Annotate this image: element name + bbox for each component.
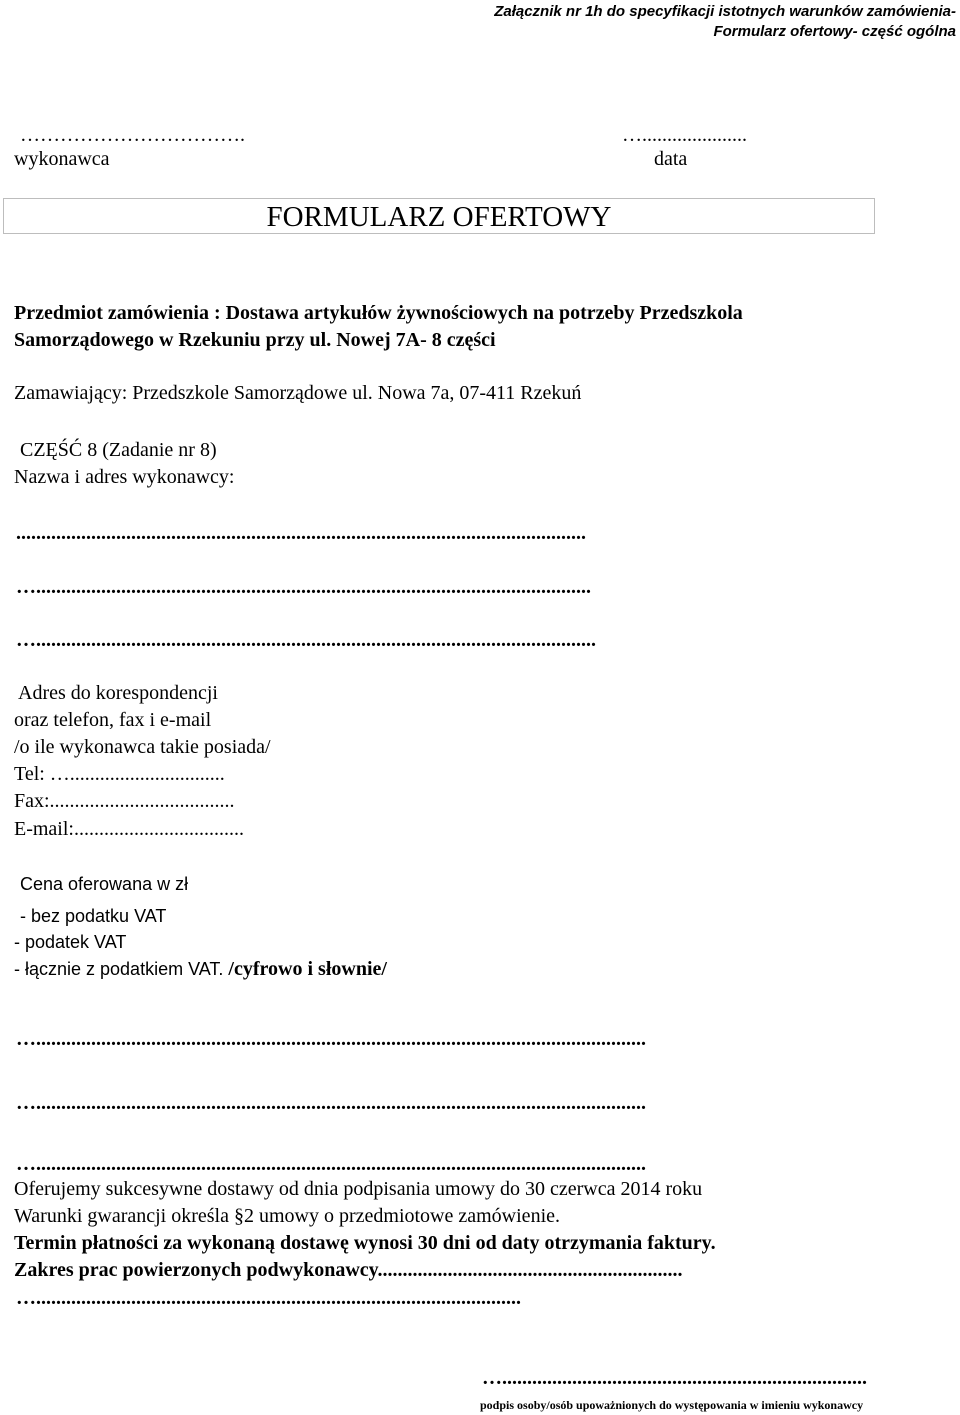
email-field: E-mail:.................................. <box>14 818 244 840</box>
price-dot-line-1: ….......................................................................................................................... <box>16 1028 646 1050</box>
correspondence-line3: /o ile wykonawca takie posiada/ <box>14 736 271 758</box>
signature-label: podpis osoby/osób upoważnionych do występowania w imieniu wykonawcy <box>480 1398 864 1412</box>
price-gross-suffix: /cyfrowo i słownie/ <box>223 958 387 980</box>
payment-terms: Termin płatności za wykonaną dostawę wynosi 30 dni od daty otrzymania faktury. <box>14 1232 716 1254</box>
signature-dots: …......................................................................... <box>482 1367 867 1389</box>
price-dot-line-2: ….......................................................................................................................... <box>16 1092 646 1114</box>
fax-field: Fax:..................................... <box>14 790 235 812</box>
price-net: - bez podatku VAT <box>20 906 167 926</box>
price-label: Cena oferowana w zł <box>20 874 189 894</box>
name-dot-line-3: …................................................................................................................ <box>16 629 596 651</box>
ordering-party: Zamawiający: Przedszkole Samorządowe ul. Nowa 7a, 07-411 Rzekuń <box>14 382 582 404</box>
subject-line1: Przedmiot zamówienia : Dostawa artykułów żywnościowych na potrzeby Przedszkola <box>14 302 743 324</box>
attachment-header-line2: Formularz ofertowy- część ogólna <box>713 23 956 40</box>
correspondence-line2: oraz telefon, fax i e-mail <box>14 709 212 731</box>
price-gross-prefix: - łącznie z podatkiem VAT. <box>14 959 224 979</box>
part-number: CZĘŚĆ 8 (Zadanie nr 8) <box>20 439 217 461</box>
date-dots: …..................... <box>622 124 747 146</box>
price-vat: - podatek VAT <box>14 932 127 952</box>
contractor-name-label: Nazwa i adres wykonawcy: <box>14 466 235 488</box>
name-dot-line-2: …............................................................................................................... <box>16 576 591 598</box>
form-title-box <box>3 198 875 234</box>
wykonawca-label: wykonawca <box>14 148 110 170</box>
price-dot-line-3: ….......................................................................................................................... <box>16 1153 646 1175</box>
subject-line2: Samorządowego w Rzekuniu przy ul. Nowej 7A- 8 części <box>14 329 496 351</box>
attachment-header-line1: Załącznik nr 1h do specyfikacji istotnych warunków zamówienia- <box>494 3 956 20</box>
tel-field: Tel: …............................... <box>14 763 225 785</box>
date-label: data <box>654 148 688 170</box>
form-title: FORMULARZ OFERTOWY <box>266 201 612 233</box>
subcontract-dot-line: …................................................................................................. <box>16 1287 521 1309</box>
guarantee-terms: Warunki gwarancji określa §2 umowy o przedmiotowe zamówienie. <box>14 1205 560 1227</box>
wykonawca-dots: ……………………………. <box>20 124 245 146</box>
price-gross <box>14 958 387 981</box>
name-dot-line-1: .................................................................................................................. <box>16 522 586 544</box>
delivery-terms: Oferujemy sukcesywne dostawy od dnia podpisania umowy do 30 czerwca 2014 roku <box>14 1178 703 1200</box>
subcontract-scope: Zakres prac powierzonych podwykonawcy............................................................. <box>14 1259 683 1281</box>
correspondence-line1: Adres do korespondencji <box>18 682 218 704</box>
